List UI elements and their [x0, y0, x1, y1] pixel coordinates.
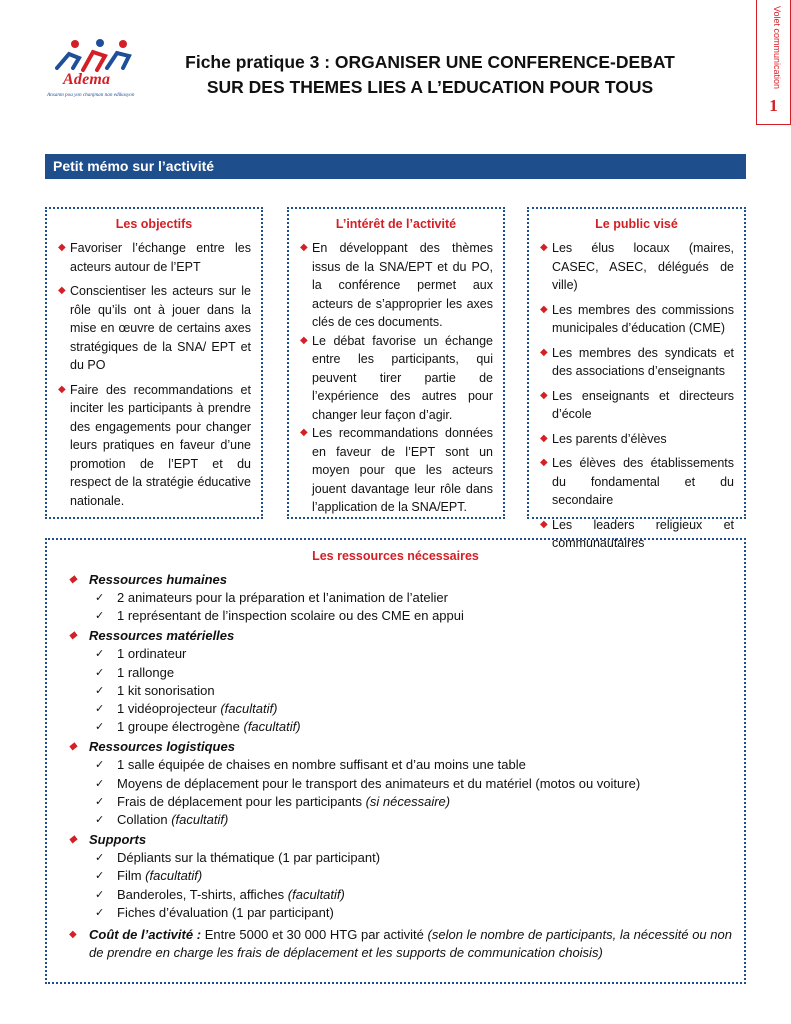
objectives-box [45, 207, 263, 519]
title-line-1: Fiche pratique 3 : ORGANISER UNE CONFERENCE-DEBAT [185, 52, 675, 72]
list-item: ✓ Banderoles, T-shirts, affiches (facultatif) [59, 886, 732, 904]
category-heading: ◆ Ressources matérielles [59, 627, 732, 645]
check-icon [95, 793, 104, 811]
list-item: ◆ Les membres des commissions municipales d’éducation (CME) [539, 301, 734, 338]
interest-box [287, 207, 505, 519]
list-item: ◆ Les enseignants et directeurs d’école [539, 387, 734, 424]
page-title [160, 50, 700, 100]
side-tab-label: Volet communication [772, 6, 782, 90]
diamond-bullet-icon [540, 301, 548, 320]
interest-title: L’intérêt de l’activité [335, 217, 457, 231]
list-item: ◆ En développant des thèmes issus de la SNA/EPT et du PO, la conférence permet aux acteurs de s’approprier les axes clés de ces documents. [299, 239, 493, 332]
logo-brand: Adema [63, 71, 111, 88]
title-line-2: SUR DES THEMES LIES A L’EDUCATION POUR TOUS [206, 77, 654, 97]
category-heading: ◆ Ressources logistiques [59, 738, 732, 756]
diamond-bullet-icon [69, 571, 77, 589]
diamond-bullet-icon [69, 926, 77, 944]
check-icon [95, 849, 104, 867]
page-number: 1 [769, 96, 778, 115]
list-item: ✓ 1 rallonge [59, 664, 732, 682]
list-item: ◆ Les élèves des établissements du fondamental et du secondaire [539, 454, 734, 510]
list-item: ◆ Les parents d’élèves [539, 430, 734, 449]
check-icon [95, 756, 104, 774]
check-icon [95, 607, 104, 625]
diamond-bullet-icon [300, 239, 308, 258]
list-item: ✓ Film (facultatif) [59, 867, 732, 885]
diamond-bullet-icon [300, 332, 308, 351]
list-item: ✓ Moyens de déplacement pour le transport des animateurs et du matériel (motos ou voiture) [59, 775, 732, 793]
check-icon [95, 904, 104, 922]
list-item: ◆ Faire des recommandations et inciter les participants à prendre des engagements pour changer leurs pratiques en faveur d’une promotion de l’EPT et du respect de la stratégie éducative nationale. [57, 381, 251, 511]
list-item: ◆ Favoriser l’échange entre les acteurs autour de l’EPT [57, 239, 251, 276]
diamond-bullet-icon [58, 381, 66, 400]
list-item: ✓ 1 vidéoprojecteur (facultatif) [59, 700, 732, 718]
list-item: ✓ Dépliants sur la thématique (1 par participant) [59, 849, 732, 867]
check-icon [95, 700, 104, 718]
check-icon [95, 775, 104, 793]
list-item: ✓ Frais de déplacement pour les participants (si nécessaire) [59, 793, 732, 811]
diamond-bullet-icon [69, 831, 77, 849]
diamond-bullet-icon [540, 430, 548, 449]
list-item: ◆ Les élus locaux (maires, CASEC, ASEC, délégués de ville) [539, 239, 734, 295]
list-item: ✓ 1 salle équipée de chaises en nombre suffisant et d’au moins une table [59, 756, 732, 774]
diamond-bullet-icon [540, 454, 548, 473]
list-item: ✓ 1 ordinateur [59, 645, 732, 663]
list-item: ◆ Les membres des syndicats et des associations d’enseignants [539, 344, 734, 381]
check-icon [95, 589, 104, 607]
list-item: ✓ Fiches d’évaluation (1 par participant) [59, 904, 732, 922]
list-item: ◆ Le débat favorise un échange entre les participants, qui peuvent tirer partie de l’expérience des autres pour changer leur façon d’agir. [299, 332, 493, 425]
diamond-bullet-icon [69, 738, 77, 756]
adema-logo [45, 38, 145, 108]
list-item: ✓ 2 animateurs pour la préparation et l’animation de l’atelier [59, 589, 732, 607]
section-side-tab [756, 0, 791, 125]
audience-box [527, 207, 746, 550]
cost-value: Entre 5000 et 30 000 HTG par activité [201, 927, 428, 943]
check-icon [95, 645, 104, 663]
check-icon [95, 664, 104, 682]
list-item: ◆ Conscientiser les acteurs sur le rôle qu’ils ont à jouer dans la mise en œuvre de certains axes stratégiques de la SNA/ EPT et du PO [57, 282, 251, 375]
diamond-bullet-icon [58, 239, 66, 258]
list-item: ✓ 1 kit sonorisation [59, 682, 732, 700]
resources-title: Les ressources nécessaires [312, 549, 479, 563]
list-item: ✓ Collation (facultatif) [59, 811, 732, 829]
check-icon [95, 811, 104, 829]
diamond-bullet-icon [540, 344, 548, 363]
diamond-bullet-icon [540, 516, 548, 535]
list-item: ✓ 1 représentant de l’inspection scolaire ou des CME en appui [59, 607, 732, 625]
cost-note: (selon le nombre de participants, la nécessité ou non de prendre en charge les frais de déplacement et les supports de communication choisis) [89, 927, 732, 961]
list-item: ✓ 1 groupe électrogène (facultatif) [59, 718, 732, 736]
objectives-title: Les objectifs [115, 217, 193, 231]
diamond-bullet-icon [58, 282, 66, 301]
diamond-bullet-icon [540, 387, 548, 406]
audience-title: Le public visé [595, 217, 678, 231]
list-item: ◆ Les leaders religieux et communautaires [539, 516, 734, 553]
logo-tagline: Ansanm pou yon chanjman nan edikasyon [47, 92, 135, 98]
resources-box [45, 538, 746, 984]
section-banner: Petit mémo sur l’activité [45, 154, 746, 179]
diamond-bullet-icon [69, 627, 77, 645]
check-icon [95, 886, 104, 904]
check-icon [95, 682, 104, 700]
cost-label: Coût de l’activité : [89, 927, 202, 943]
category-heading: ◆ Supports [59, 831, 732, 849]
check-icon [95, 867, 104, 885]
check-icon [95, 718, 104, 736]
activity-cost [59, 926, 732, 962]
list-item: ◆ Les recommandations données en faveur de l’EPT sont un moyen pour que les acteurs jouent davantage leur rôle dans l’application de la SNA/EPT. [299, 424, 493, 517]
diamond-bullet-icon [540, 239, 548, 258]
category-heading: ◆ Ressources humaines [59, 571, 732, 589]
diamond-bullet-icon [300, 424, 308, 443]
